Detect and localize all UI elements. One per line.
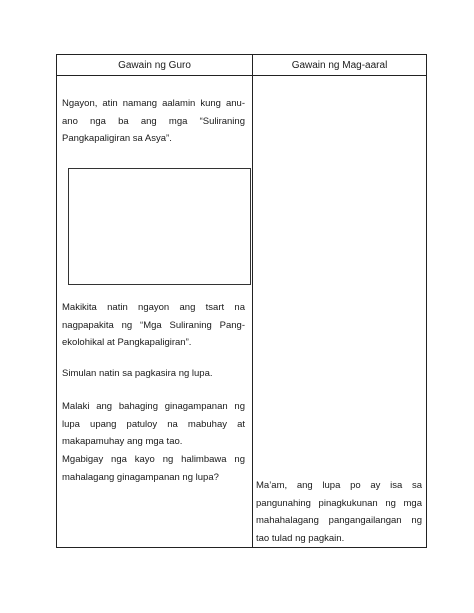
teacher-paragraph-land: Malaki ang bahaging ginagampanan ng lupa upang patuloy na mabuhay at makapamuhay ang mga tao.	[62, 401, 245, 447]
header-divider	[57, 75, 426, 76]
teacher-paragraph-intro: Ngayon, atin namang aalamin kung anu-ano nga ba ang mga “Suliraning Pangkapaligiran sa Asya”.	[62, 98, 245, 144]
column-divider	[252, 55, 253, 547]
teacher-paragraph-chart: Makikita natin ngayon ang tsart na nagpapakita ng “Mga Suliraning Pang-ekolohikal at Pangkapaligiran”.	[62, 302, 245, 348]
teacher-paragraph-start: Simulan natin sa pagkasira ng lupa.	[62, 368, 213, 379]
chart-image-placeholder	[68, 168, 251, 285]
teacher-column-header: Gawain ng Guro	[118, 59, 191, 71]
lesson-table	[56, 54, 427, 548]
student-paragraph-answer: Ma’am, ang lupa po ay isa sa pangunahing pinagkukunan ng mga mahahalagang pangangailangan ng tao tulad ng pagkain.	[256, 480, 422, 544]
teacher-paragraph-question: Mgabigay nga kayo ng halimbawa ng mahalagang ginagampanan ng lupa?	[62, 454, 245, 483]
student-column-header: Gawain ng Mag-aaral	[291, 59, 388, 71]
